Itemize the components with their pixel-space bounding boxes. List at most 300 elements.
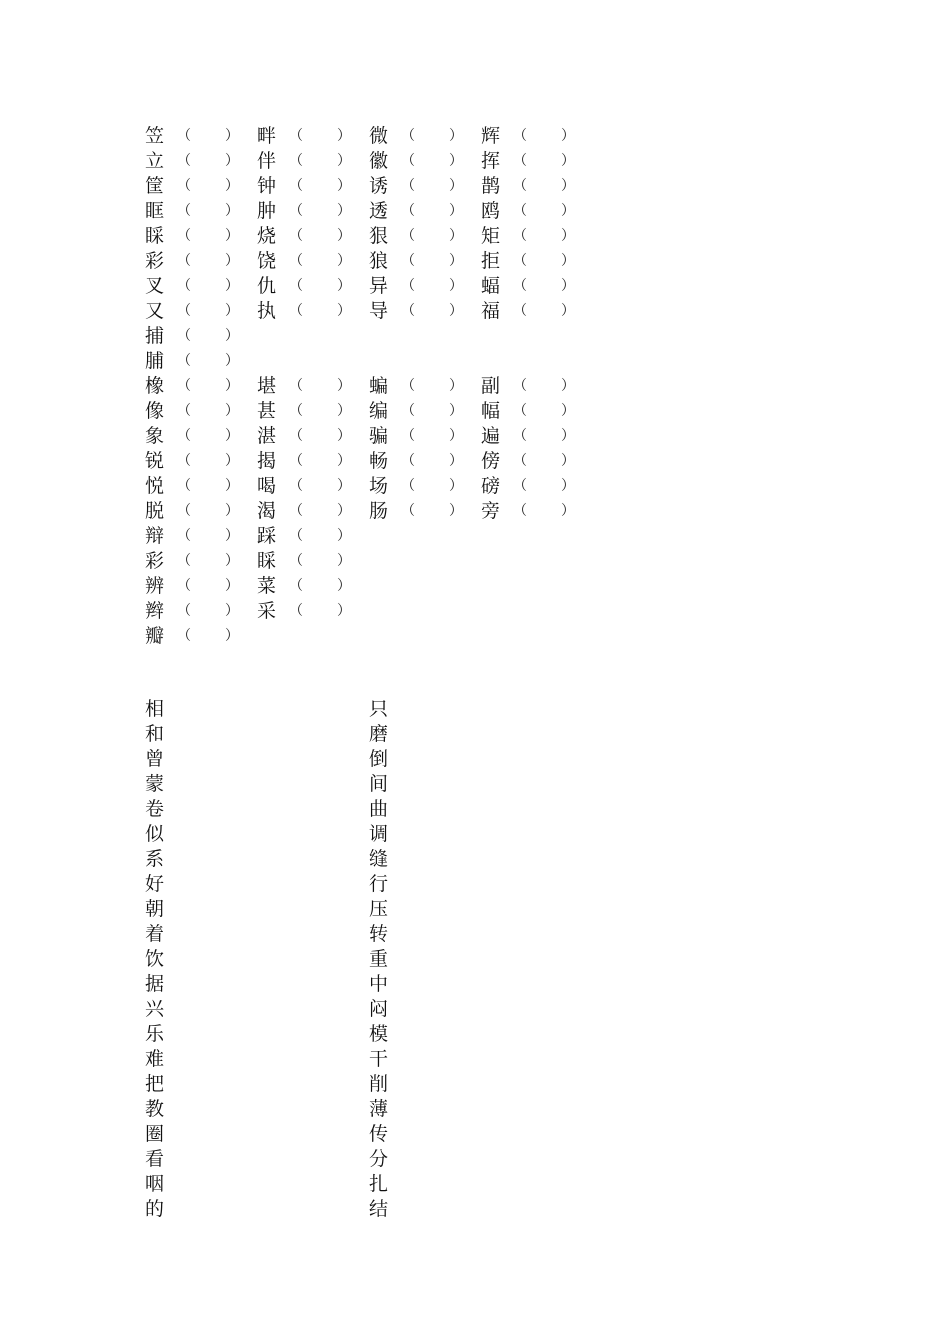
- char-entry: [481, 474, 593, 499]
- answer-paren-left: （: [401, 178, 415, 194]
- char-label: 叉: [145, 275, 165, 297]
- polyphone-char: 的: [145, 1198, 165, 1220]
- char-entry: [257, 149, 369, 174]
- polyphone-char: 朝: [145, 898, 165, 920]
- polyphone-char: 传: [369, 1123, 389, 1145]
- answer-paren-right: ）: [225, 553, 239, 569]
- answer-paren-left: （: [289, 303, 303, 319]
- answer-paren-right: ）: [225, 228, 239, 244]
- char-entry: [257, 499, 369, 524]
- answer-paren-right: ）: [225, 528, 239, 544]
- polyphone-char: 间: [369, 773, 389, 795]
- answer-paren-left: （: [289, 253, 303, 269]
- char-entry: [369, 199, 481, 224]
- char-label: 橡: [145, 375, 165, 397]
- answer-paren-right: ）: [225, 403, 239, 419]
- char-label: 睬: [257, 550, 277, 572]
- char-entry: [257, 299, 369, 324]
- answer-paren-right: ）: [337, 253, 351, 269]
- polyphone-char: 好: [145, 873, 165, 895]
- answer-paren-left: （: [289, 203, 303, 219]
- answer-paren-left: （: [177, 603, 191, 619]
- polyphone-char: 教: [145, 1098, 165, 1120]
- answer-paren-right: ）: [337, 528, 351, 544]
- char-entry: [369, 124, 481, 149]
- answer-paren-right: ）: [225, 628, 239, 644]
- answer-paren-left: （: [289, 578, 303, 594]
- char-entry: [369, 299, 481, 324]
- answer-paren-left: （: [289, 403, 303, 419]
- answer-paren-left: （: [513, 303, 527, 319]
- answer-paren-left: （: [177, 303, 191, 319]
- answer-paren-right: ）: [225, 328, 239, 344]
- polyphone-char: 结: [369, 1198, 389, 1220]
- char-entry: [369, 399, 481, 424]
- polyphone-char: 卷: [145, 798, 165, 820]
- char-entry: [481, 249, 593, 274]
- answer-paren-left: （: [513, 503, 527, 519]
- char-label: 甚: [257, 400, 277, 422]
- answer-paren-right: ）: [561, 128, 575, 144]
- answer-paren-right: ）: [561, 428, 575, 444]
- answer-paren-left: （: [177, 478, 191, 494]
- char-entry: [369, 449, 481, 474]
- answer-paren-left: （: [401, 203, 415, 219]
- char-label: 磅: [481, 475, 501, 497]
- char-label: 立: [145, 150, 165, 172]
- polyphone-char: 曾: [145, 748, 165, 770]
- answer-paren-right: ）: [449, 378, 463, 394]
- answer-paren-right: ）: [561, 503, 575, 519]
- answer-paren-right: ）: [337, 428, 351, 444]
- char-label: 捕: [145, 325, 165, 347]
- char-label: 又: [145, 300, 165, 322]
- answer-paren-right: ）: [225, 453, 239, 469]
- answer-paren-left: （: [289, 603, 303, 619]
- answer-paren-right: ）: [561, 253, 575, 269]
- char-label: 鹊: [481, 175, 501, 197]
- polyphone-char: 分: [369, 1148, 389, 1170]
- answer-paren-left: （: [177, 228, 191, 244]
- char-label: 揭: [257, 450, 277, 472]
- char-label: 悦: [145, 475, 165, 497]
- answer-paren-right: ）: [337, 203, 351, 219]
- polyphone-char: 倒: [369, 748, 389, 770]
- char-label: 脯: [145, 350, 165, 372]
- answer-paren-left: （: [513, 403, 527, 419]
- polyphone-char: 相: [145, 698, 165, 720]
- answer-paren-left: （: [289, 478, 303, 494]
- char-entry: [145, 324, 257, 349]
- char-entry: [257, 599, 369, 624]
- answer-paren-right: ）: [225, 253, 239, 269]
- char-column-3: [369, 124, 481, 524]
- answer-paren-right: ）: [225, 203, 239, 219]
- answer-paren-right: ）: [561, 278, 575, 294]
- char-label: 副: [481, 375, 501, 397]
- spacer: [481, 324, 593, 349]
- polyphone-char: 磨: [369, 723, 389, 745]
- char-entry: [257, 574, 369, 599]
- char-entry: [369, 249, 481, 274]
- polyphone-char: 闷: [369, 998, 389, 1020]
- char-entry: [145, 224, 257, 249]
- char-label: 畔: [257, 125, 277, 147]
- polyphone-char: 蒙: [145, 773, 165, 795]
- answer-paren-right: ）: [449, 428, 463, 444]
- polyphone-char: 薄: [369, 1098, 389, 1120]
- polyphone-char: 压: [369, 898, 389, 920]
- answer-paren-left: （: [513, 203, 527, 219]
- char-entry: [145, 549, 257, 574]
- polyphone-list-right: [369, 697, 393, 1222]
- char-label: 执: [257, 300, 277, 322]
- char-label: 肿: [257, 200, 277, 222]
- answer-paren-left: （: [513, 153, 527, 169]
- answer-paren-left: （: [401, 153, 415, 169]
- polyphone-char: 兴: [145, 998, 165, 1020]
- char-column-4: [481, 124, 593, 524]
- polyphone-char: 重: [369, 948, 389, 970]
- answer-paren-left: （: [401, 428, 415, 444]
- char-entry: [145, 474, 257, 499]
- answer-paren-left: （: [289, 453, 303, 469]
- char-label: 辫: [145, 600, 165, 622]
- char-label: 徽: [369, 150, 389, 172]
- answer-paren-right: ）: [449, 178, 463, 194]
- answer-paren-left: （: [289, 528, 303, 544]
- polyphone-char: 削: [369, 1073, 389, 1095]
- char-label: 象: [145, 425, 165, 447]
- char-label: 辨: [145, 575, 165, 597]
- char-entry: [481, 149, 593, 174]
- polyphone-char: 咽: [145, 1173, 165, 1195]
- char-entry: [369, 474, 481, 499]
- answer-paren-right: ）: [337, 478, 351, 494]
- char-label: 锐: [145, 450, 165, 472]
- char-label: 笠: [145, 125, 165, 147]
- answer-paren-right: ）: [225, 153, 239, 169]
- char-label: 拒: [481, 250, 501, 272]
- polyphone-char: 系: [145, 848, 165, 870]
- answer-paren-right: ）: [337, 578, 351, 594]
- char-column-1: [145, 124, 257, 649]
- polyphone-char: 行: [369, 873, 389, 895]
- answer-paren-right: ）: [561, 478, 575, 494]
- char-label: 钟: [257, 175, 277, 197]
- char-label: 彩: [145, 550, 165, 572]
- answer-paren-right: ）: [225, 178, 239, 194]
- answer-paren-right: ）: [225, 378, 239, 394]
- answer-paren-left: （: [289, 128, 303, 144]
- char-label: 饶: [257, 250, 277, 272]
- char-label: 微: [369, 125, 389, 147]
- answer-paren-right: ）: [449, 203, 463, 219]
- char-entry: [369, 274, 481, 299]
- char-label: 福: [481, 300, 501, 322]
- answer-paren-left: （: [513, 478, 527, 494]
- answer-paren-right: ）: [225, 603, 239, 619]
- char-entry: [145, 249, 257, 274]
- char-label: 蝠: [481, 275, 501, 297]
- answer-paren-right: ）: [337, 153, 351, 169]
- char-label: 烧: [257, 225, 277, 247]
- char-label: 堪: [257, 375, 277, 397]
- answer-paren-left: （: [177, 578, 191, 594]
- answer-paren-left: （: [177, 378, 191, 394]
- char-entry: [145, 449, 257, 474]
- char-entry: [481, 449, 593, 474]
- answer-paren-right: ）: [449, 503, 463, 519]
- answer-paren-right: ）: [337, 278, 351, 294]
- answer-paren-right: ）: [225, 128, 239, 144]
- char-entry: [257, 399, 369, 424]
- answer-paren-left: （: [177, 428, 191, 444]
- polyphone-char: 把: [145, 1073, 165, 1095]
- char-entry: [145, 349, 257, 374]
- polyphone-char: 缝: [369, 848, 389, 870]
- answer-paren-right: ）: [337, 303, 351, 319]
- char-entry: [257, 249, 369, 274]
- char-entry: [481, 424, 593, 449]
- char-label: 辉: [481, 125, 501, 147]
- char-label: 狼: [369, 250, 389, 272]
- polyphone-char: 调: [369, 823, 389, 845]
- char-entry: [257, 224, 369, 249]
- answer-paren-left: （: [177, 153, 191, 169]
- char-label: 诱: [369, 175, 389, 197]
- answer-paren-left: （: [289, 228, 303, 244]
- answer-paren-right: ）: [225, 478, 239, 494]
- char-entry: [257, 274, 369, 299]
- char-label: 肠: [369, 500, 389, 522]
- char-entry: [481, 399, 593, 424]
- answer-paren-left: （: [513, 428, 527, 444]
- answer-paren-left: （: [289, 178, 303, 194]
- char-entry: [369, 149, 481, 174]
- polyphone-char: 干: [369, 1048, 389, 1070]
- answer-paren-left: （: [401, 303, 415, 319]
- answer-paren-left: （: [289, 553, 303, 569]
- answer-paren-right: ）: [225, 503, 239, 519]
- char-label: 辩: [145, 525, 165, 547]
- char-label: 透: [369, 200, 389, 222]
- answer-paren-right: ）: [225, 278, 239, 294]
- char-label: 矩: [481, 225, 501, 247]
- char-label: 挥: [481, 150, 501, 172]
- char-entry: [481, 199, 593, 224]
- char-entry: [145, 199, 257, 224]
- char-label: 编: [369, 400, 389, 422]
- answer-paren-left: （: [177, 403, 191, 419]
- char-label: 筐: [145, 175, 165, 197]
- answer-paren-left: （: [177, 628, 191, 644]
- answer-paren-right: ）: [561, 203, 575, 219]
- char-entry: [145, 574, 257, 599]
- char-label: 湛: [257, 425, 277, 447]
- answer-paren-right: ）: [449, 228, 463, 244]
- polyphone-char: 乐: [145, 1023, 165, 1045]
- answer-paren-right: ）: [337, 378, 351, 394]
- answer-paren-left: （: [289, 153, 303, 169]
- char-entry: [257, 424, 369, 449]
- answer-paren-right: ）: [337, 228, 351, 244]
- char-entry: [145, 624, 257, 649]
- answer-paren-left: （: [177, 353, 191, 369]
- char-entry: [145, 174, 257, 199]
- char-entry: [145, 524, 257, 549]
- answer-paren-right: ）: [337, 453, 351, 469]
- char-entry: [257, 199, 369, 224]
- answer-paren-right: ）: [561, 378, 575, 394]
- answer-paren-right: ）: [337, 553, 351, 569]
- answer-paren-right: ）: [449, 303, 463, 319]
- answer-paren-right: ）: [449, 128, 463, 144]
- char-label: 睬: [145, 225, 165, 247]
- answer-paren-left: （: [401, 453, 415, 469]
- char-label: 渴: [257, 500, 277, 522]
- char-entry: [481, 299, 593, 324]
- polyphone-char: 曲: [369, 798, 389, 820]
- answer-paren-right: ）: [449, 478, 463, 494]
- answer-paren-left: （: [513, 278, 527, 294]
- answer-paren-right: ）: [449, 453, 463, 469]
- answer-paren-right: ）: [337, 128, 351, 144]
- char-label: 像: [145, 400, 165, 422]
- answer-paren-left: （: [401, 228, 415, 244]
- char-entry: [369, 374, 481, 399]
- char-entry: [145, 499, 257, 524]
- char-label: 伴: [257, 150, 277, 172]
- answer-paren-right: ）: [225, 353, 239, 369]
- char-entry: [145, 399, 257, 424]
- answer-paren-right: ）: [449, 253, 463, 269]
- answer-paren-right: ）: [225, 428, 239, 444]
- answer-paren-left: （: [513, 253, 527, 269]
- char-label: 眶: [145, 200, 165, 222]
- char-label: 瓣: [145, 625, 165, 647]
- answer-paren-right: ）: [337, 503, 351, 519]
- char-label: 菜: [257, 575, 277, 597]
- char-entry: [257, 174, 369, 199]
- char-label: 幅: [481, 400, 501, 422]
- char-label: 畅: [369, 450, 389, 472]
- char-label: 彩: [145, 250, 165, 272]
- answer-paren-left: （: [289, 503, 303, 519]
- answer-paren-right: ）: [561, 228, 575, 244]
- char-entry: [481, 124, 593, 149]
- char-entry: [481, 174, 593, 199]
- answer-paren-left: （: [177, 553, 191, 569]
- char-label: 旁: [481, 500, 501, 522]
- char-label: 踩: [257, 525, 277, 547]
- char-label: 狠: [369, 225, 389, 247]
- char-entry: [369, 174, 481, 199]
- answer-paren-right: ）: [561, 453, 575, 469]
- answer-paren-left: （: [401, 128, 415, 144]
- char-entry: [257, 449, 369, 474]
- char-entry: [145, 149, 257, 174]
- answer-paren-left: （: [401, 378, 415, 394]
- char-entry: [145, 374, 257, 399]
- polyphone-char: 似: [145, 823, 165, 845]
- answer-paren-right: ）: [337, 178, 351, 194]
- char-label: 喝: [257, 475, 277, 497]
- answer-paren-right: ）: [225, 303, 239, 319]
- char-entry: [145, 124, 257, 149]
- answer-paren-right: ）: [561, 153, 575, 169]
- char-entry: [145, 424, 257, 449]
- answer-paren-right: ）: [337, 403, 351, 419]
- answer-paren-left: （: [401, 478, 415, 494]
- answer-paren-left: （: [177, 178, 191, 194]
- answer-paren-left: （: [177, 128, 191, 144]
- char-label: 仇: [257, 275, 277, 297]
- answer-paren-left: （: [177, 328, 191, 344]
- char-entry: [257, 474, 369, 499]
- answer-paren-left: （: [513, 453, 527, 469]
- char-entry: [481, 374, 593, 399]
- spacer: [257, 349, 369, 374]
- answer-paren-right: ）: [561, 178, 575, 194]
- answer-paren-left: （: [401, 503, 415, 519]
- polyphone-char: 圈: [145, 1123, 165, 1145]
- char-label: 场: [369, 475, 389, 497]
- char-entry: [481, 224, 593, 249]
- polyphone-char: 着: [145, 923, 165, 945]
- polyphone-char: 和: [145, 723, 165, 745]
- spacer: [369, 324, 481, 349]
- char-entry: [257, 549, 369, 574]
- char-label: 傍: [481, 450, 501, 472]
- char-entry: [145, 599, 257, 624]
- spacer: [481, 349, 593, 374]
- char-entry: [145, 299, 257, 324]
- answer-paren-left: （: [401, 278, 415, 294]
- answer-paren-left: （: [177, 253, 191, 269]
- answer-paren-left: （: [177, 278, 191, 294]
- polyphone-list-left: [145, 697, 169, 1222]
- spacer: [257, 324, 369, 349]
- char-entry: [145, 274, 257, 299]
- polyphone-char: 饮: [145, 948, 165, 970]
- char-entry: [257, 124, 369, 149]
- answer-paren-left: （: [401, 403, 415, 419]
- polyphone-char: 难: [145, 1048, 165, 1070]
- polyphone-char: 只: [369, 698, 389, 720]
- answer-paren-left: （: [513, 378, 527, 394]
- char-entry: [369, 499, 481, 524]
- polyphone-char: 扎: [369, 1173, 389, 1195]
- char-column-2: [257, 124, 369, 624]
- char-label: 导: [369, 300, 389, 322]
- char-label: 异: [369, 275, 389, 297]
- char-label: 鸥: [481, 200, 501, 222]
- answer-paren-right: ）: [225, 578, 239, 594]
- polyphone-char: 中: [369, 973, 389, 995]
- answer-paren-left: （: [513, 128, 527, 144]
- char-entry: [369, 424, 481, 449]
- answer-paren-left: （: [177, 528, 191, 544]
- char-label: 遍: [481, 425, 501, 447]
- char-entry: [481, 274, 593, 299]
- char-entry: [257, 374, 369, 399]
- char-label: 采: [257, 600, 277, 622]
- answer-paren-left: （: [177, 453, 191, 469]
- answer-paren-right: ）: [561, 303, 575, 319]
- answer-paren-left: （: [513, 228, 527, 244]
- char-entry: [257, 524, 369, 549]
